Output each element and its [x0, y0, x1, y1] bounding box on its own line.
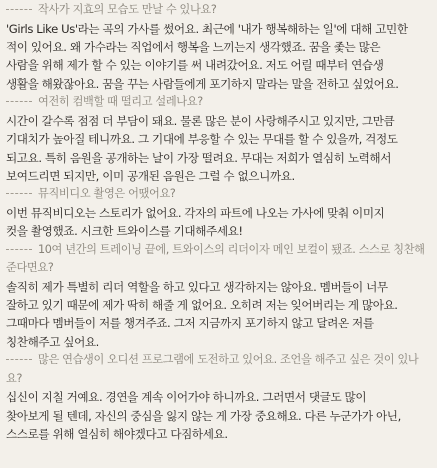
answer-line: 스스로를 위해 열심히 해야겠다고 다짐하세요.: [6, 426, 228, 441]
answer-line: 기대치가 높아질 테니까요. 그 기대에 부응할 수 있는 무대를 할 수 있을까, 걱정도: [6, 132, 398, 147]
answer-line: 'Girls Like Us'라는 곡의 가사를 썼어요. 최근에 '내가 행복해하는 일'에 대해 고민한: [6, 21, 408, 36]
answer-line: 적이 있어요. 왜 가수라는 직업에서 행복을 느끼는지 생각했죠. 꿈을 좇는 많은: [6, 40, 381, 54]
qa-block: [6, 351, 431, 443]
question-text: 여전히 컴백할 때 떨리고 설레나요?: [38, 95, 203, 109]
answer-line: 그때마다 멤버들이 저를 챙겨주죠. 그저 지금까지 포기하지 않고 달려온 저를: [6, 316, 374, 331]
question: [6, 185, 431, 204]
answer-line: 솔직히 제가 특별히 리더 역할을 하고 있다고 생각하지는 않아요. 멤버들이 너무: [6, 279, 388, 294]
question-text: 뮤직비디오 촬영은 어땠어요?: [38, 187, 176, 201]
qa-block: [6, 93, 431, 185]
question: [6, 241, 431, 278]
answer-line: 되고요. 특히 음원을 공개하는 날이 가장 떨려요. 무대는 저희가 열심히 노력해서: [6, 150, 392, 165]
question: [6, 351, 431, 388]
answer-line: 십신이 지칠 거예요. 경연을 계속 이어가야 하니까요. 그러면서 댓글도 많이: [6, 390, 367, 405]
answer-line: 찾아보게 될 텐데, 자신의 중심을 잃지 않는 게 가장 중요해요. 다른 누군가가 아닌,: [6, 408, 401, 423]
answer-line: 이번 뮤직비디오는 스토리가 없어요. 각자의 파트에 나오는 가사에 맞춰 이미지: [6, 206, 385, 221]
answer: [6, 20, 431, 94]
qa-block: [6, 185, 431, 240]
answer-line: 칭찬해주고 싶어요.: [6, 334, 99, 349]
question-rule: [6, 9, 32, 10]
answer-line: 시간이 갈수록 점점 더 부담이 돼요. 물론 많은 분이 사랑해주시고 있지만, 그만큼: [6, 113, 395, 128]
qa-block: [6, 1, 431, 93]
question-text: 많은 연습생이 오디션 프로그램에 도전하고 있어요. 조언을 해주고 싶은 것이 있나요?: [6, 353, 419, 385]
answer: [6, 204, 431, 241]
answer-line: 보여드리면 되지만, 이미 공개된 음원은 그럴 수 없으니까요.: [6, 169, 295, 184]
question: [6, 1, 431, 20]
qa-block: [6, 241, 431, 351]
answer-line: 잘하고 있기 때문에 제가 딱히 해줄 게 없어요. 오히려 저는 잊어버리는 게 많아요.: [6, 298, 398, 313]
answer-line: 생활을 해왔잖아요. 꿈을 꾸는 사람들에게 포기하지 말라는 말을 전하고 싶었어요.: [6, 76, 399, 91]
question: [6, 93, 431, 112]
question-rule: [6, 249, 32, 250]
answer-line: 사람을 위해 제가 할 수 있는 이야기를 써 내려갔어요. 저도 어릴 때부터 연습생: [6, 58, 384, 73]
answer: [6, 388, 431, 443]
question-text: 10여 년간의 트레이닝 끝에, 트와이스의 리더이자 메인 보컬이 됐죠. 스스로 칭찬해준다면요?: [6, 242, 425, 275]
question-rule: [6, 101, 32, 102]
answer: [6, 112, 431, 186]
question-rule: [6, 193, 32, 194]
answer-line: 컷을 촬영했죠. 시크한 트와이스를 기대해주세요!: [6, 224, 243, 239]
question-text: 작사가 지효의 모습도 만날 수 있나요?: [38, 3, 217, 16]
question-rule: [6, 359, 32, 360]
answer: [6, 278, 431, 352]
